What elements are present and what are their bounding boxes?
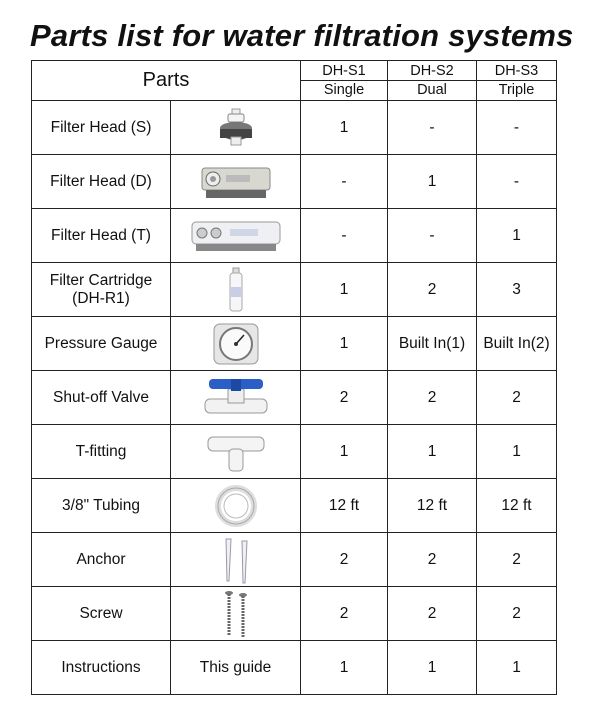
qty-s3: 2 [477, 587, 557, 641]
qty-s2: - [388, 209, 477, 263]
table-row [32, 155, 557, 209]
column-code: DH-S3 [477, 63, 556, 81]
table-row [32, 425, 557, 479]
table-row [32, 371, 557, 425]
table-row [32, 317, 557, 371]
qty-s1: 2 [301, 371, 388, 425]
qty-s2: Built In(1) [388, 317, 477, 371]
qty-s3: 12 ft [477, 479, 557, 533]
qty-s1: 1 [301, 425, 388, 479]
qty-s1: 1 [301, 263, 388, 317]
qty-s1: 2 [301, 587, 388, 641]
qty-s3: 1 [477, 425, 557, 479]
page-title: Parts list for water filtration systems [30, 18, 574, 53]
qty-s1: 2 [301, 533, 388, 587]
part-name: Instructions [32, 641, 171, 695]
column-type: Dual [417, 82, 447, 98]
column-code: DH-S1 [301, 63, 387, 81]
table-row [32, 209, 557, 263]
column-header-s2 [388, 61, 477, 101]
qty-s3: 1 [477, 641, 557, 695]
filter-head-single-icon [171, 101, 301, 155]
part-name: Pressure Gauge [32, 317, 171, 371]
part-name-line2: (DH-R1) [72, 289, 130, 307]
column-header-s1 [301, 61, 388, 101]
part-name: Filter Head (S) [32, 101, 171, 155]
table-row [32, 479, 557, 533]
qty-s2: - [388, 101, 477, 155]
qty-s3: 2 [477, 371, 557, 425]
qty-s3: - [477, 101, 557, 155]
qty-s1: 12 ft [301, 479, 388, 533]
anchor-icon [171, 533, 301, 587]
table-row [32, 263, 557, 317]
qty-s3: 2 [477, 533, 557, 587]
tubing-coil-icon [171, 479, 301, 533]
qty-s1: - [301, 155, 388, 209]
column-type: Triple [498, 82, 535, 98]
column-type: Single [323, 82, 365, 98]
qty-s1: 1 [301, 101, 388, 155]
instructions-reference: This guide [171, 641, 301, 695]
qty-s2: 2 [388, 533, 477, 587]
qty-s2: 12 ft [388, 479, 477, 533]
part-name-line1: Filter Cartridge [49, 271, 153, 289]
part-name: T-fitting [32, 425, 171, 479]
qty-s1: 1 [301, 641, 388, 695]
t-fitting-icon [171, 425, 301, 479]
qty-s2: 1 [388, 155, 477, 209]
table-row [32, 641, 557, 695]
filter-cartridge-icon [171, 263, 301, 317]
qty-s3: Built In(2) [477, 317, 557, 371]
qty-s2: 2 [388, 587, 477, 641]
part-name: Anchor [32, 533, 171, 587]
table-row [32, 101, 557, 155]
qty-s3: - [477, 155, 557, 209]
parts-table [31, 60, 557, 695]
filter-head-triple-icon [171, 209, 301, 263]
table-row [32, 533, 557, 587]
qty-s1: 1 [301, 317, 388, 371]
qty-s2: 1 [388, 425, 477, 479]
qty-s2: 1 [388, 641, 477, 695]
pressure-gauge-icon [171, 317, 301, 371]
part-name: 3/8" Tubing [32, 479, 171, 533]
qty-s1: - [301, 209, 388, 263]
part-name: Filter Head (D) [32, 155, 171, 209]
shutoff-valve-icon [171, 371, 301, 425]
column-code: DH-S2 [388, 63, 476, 81]
table-row [32, 587, 557, 641]
qty-s3: 1 [477, 209, 557, 263]
column-header-s3 [477, 61, 557, 101]
header-row [32, 61, 557, 101]
qty-s3: 3 [477, 263, 557, 317]
part-name [32, 263, 171, 317]
filter-head-dual-icon [171, 155, 301, 209]
parts-header: Parts [32, 61, 301, 101]
part-name: Shut-off Valve [32, 371, 171, 425]
screw-icon [171, 587, 301, 641]
part-name: Screw [32, 587, 171, 641]
qty-s2: 2 [388, 263, 477, 317]
qty-s2: 2 [388, 371, 477, 425]
part-name: Filter Head (T) [32, 209, 171, 263]
